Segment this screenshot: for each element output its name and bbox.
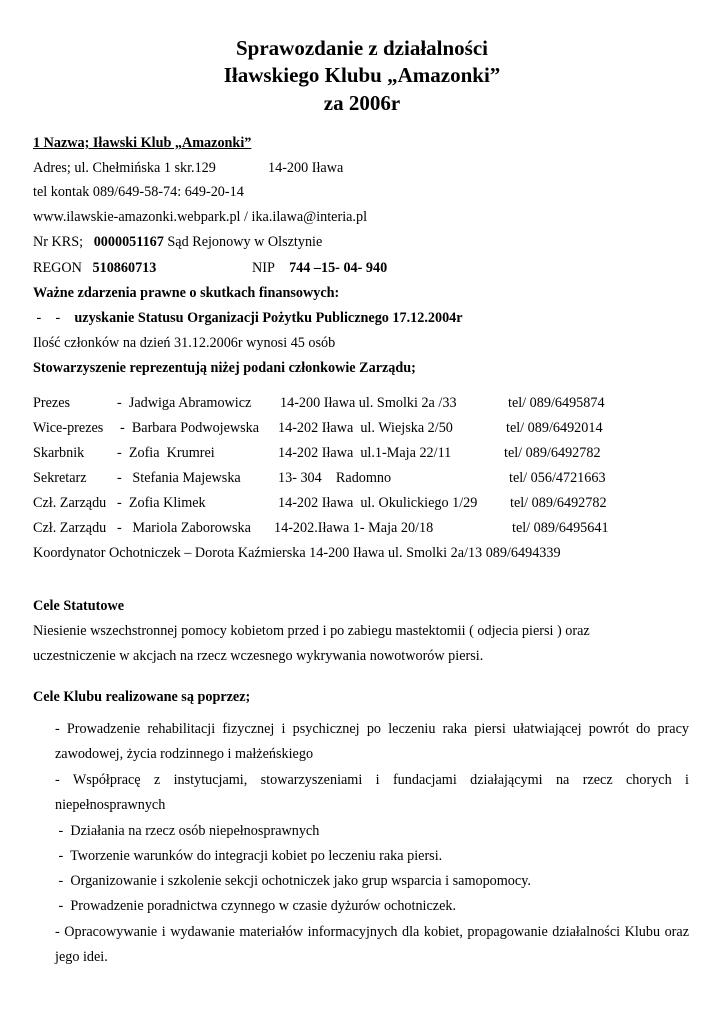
statutory-heading: Cele Statutowe — [33, 598, 125, 614]
board-heading: Stowarzyszenie reprezentują niżej podani członkowie Zarządu; — [33, 360, 416, 376]
board-role: Sekretarz — [33, 470, 87, 486]
address-line — [33, 159, 216, 177]
regon-number: 510860713 — [92, 260, 157, 276]
board-member-phone: tel/ 056/4721663 — [509, 470, 606, 486]
title-line-3: za 2006r — [323, 91, 401, 115]
members-count: Ilość członków na dzień 31.12.2006r wynosi 45 osób — [33, 335, 336, 351]
title-line-2: Iławskiego Klubu „Amazonki” — [223, 63, 501, 87]
goal-item: - Organizowanie i szkolenie sekcji ochotniczek jako grup wsparcia i samopomocy. — [55, 873, 531, 889]
address-city: 14-200 Iława — [268, 160, 344, 176]
board-role: Prezes — [33, 395, 71, 411]
legal-events-heading: Ważne zdarzenia prawne o skutkach finansowych: — [33, 285, 340, 301]
board-role: Skarbnik — [33, 445, 85, 461]
legal-event-item — [33, 309, 463, 327]
web-email-line: www.ilawskie-amazonki.webpark.pl / ika.ilawa@interia.pl — [33, 209, 368, 225]
statutory-text-line-2: uczestniczenie w akcjach na rzecz wczesnego wykrywania nowotworów piersi. — [33, 648, 484, 664]
phone-line: tel kontak 089/649-58-74: 649-20-14 — [33, 184, 244, 200]
board-member-phone: tel/ 089/6492014 — [506, 420, 603, 436]
board-member-phone: tel/ 089/6495641 — [512, 520, 609, 536]
board-member-phone: tel/ 089/6495874 — [508, 395, 605, 411]
krs-court: Sąd Rejonowy w Olsztynie — [167, 234, 323, 250]
legal-event-text: uzyskanie Statusu Organizacji Pożytku Publicznego 17.12.2004r — [74, 310, 463, 326]
board-member-address: 13- 304 Radomno — [278, 470, 392, 486]
goal-item: - Prowadzenie poradnictwa czynnego w czasie dyżurów ochotniczek. — [55, 898, 457, 914]
krs-label: Nr KRS; — [33, 234, 84, 250]
board-member-name: - Zofia Klimek — [117, 495, 206, 511]
goal-item: - Współpracę z instytucjami, stowarzyszeniami i fundacjami działającymi na rzecz chorych i niepełnosprawnych — [55, 772, 689, 813]
board-member-name: - Mariola Zaborowska — [117, 520, 251, 536]
regon-label: REGON — [33, 260, 82, 276]
board-member-name: - Zofia Krumrei — [117, 445, 215, 461]
board-member-address: 14-202.Iława 1- Maja 20/18 — [274, 520, 434, 536]
nip-number: 744 –15- 04- 940 — [289, 260, 388, 276]
board-member-name: - Jadwiga Abramowicz — [117, 395, 252, 411]
board-member-phone: tel/ 089/6492782 — [504, 445, 601, 461]
address-street: Adres; ul. Chełmińska 1 skr.129 — [33, 160, 216, 176]
regon-line — [33, 259, 156, 277]
board-member-phone: tel/ 089/6492782 — [510, 495, 607, 511]
board-role: Czł. Zarządu — [33, 520, 107, 536]
goal-item: - Opracowywanie i wydawanie materiałów informacyjnych dla kobiet, propagowanie działalności Klubu oraz jego idei. — [55, 924, 689, 965]
statutory-text-line-1: Niesienie wszechstronnej pomocy kobietom przed i po zabiegu mastektomii ( odjecia piersi ) oraz — [33, 623, 590, 639]
goals-heading: Cele Klubu realizowane są poprzez; — [33, 689, 251, 705]
krs-number: 0000051167 — [93, 234, 164, 250]
legal-event-dashes: - - — [33, 310, 61, 326]
board-member-name: - Barbara Podwojewska — [120, 420, 260, 436]
board-role: Czł. Zarządu — [33, 495, 107, 511]
krs-line — [33, 233, 322, 251]
board-member-address: 14-202 Iława ul. Okulickiego 1/29 — [278, 495, 478, 511]
nip-block — [252, 259, 387, 277]
board-member-address: 14-202 Iława ul.1-Maja 22/11 — [278, 445, 452, 461]
board-member-address: 14-200 Iława ul. Smolki 2a /33 — [280, 395, 457, 411]
coordinator-line: Koordynator Ochotniczek – Dorota Kaźmierska 14-200 Iława ul. Smolki 2a/13 089/6494339 — [33, 545, 561, 561]
club-name: 1 Nazwa; Iławski Klub „Amazonki” — [33, 135, 252, 151]
goal-item: - Prowadzenie rehabilitacji fizycznej i psychicznej po leczeniu raka piersi ułatwiającej powrót do pracy zawodowej, życia rodzinnego i małżeńskiego — [55, 721, 689, 762]
board-role: Wice-prezes — [33, 420, 104, 436]
goal-item: - Działania na rzecz osób niepełnosprawnych — [55, 823, 320, 839]
board-member-address: 14-202 Iława ul. Wiejska 2/50 — [278, 420, 453, 436]
goal-item: - Tworzenie warunków do integracji kobiet po leczeniu raka piersi. — [55, 848, 443, 864]
title-line-1: Sprawozdanie z działalności — [235, 36, 488, 60]
board-member-name: - Stefania Majewska — [117, 470, 241, 486]
nip-label: NIP — [252, 260, 275, 276]
